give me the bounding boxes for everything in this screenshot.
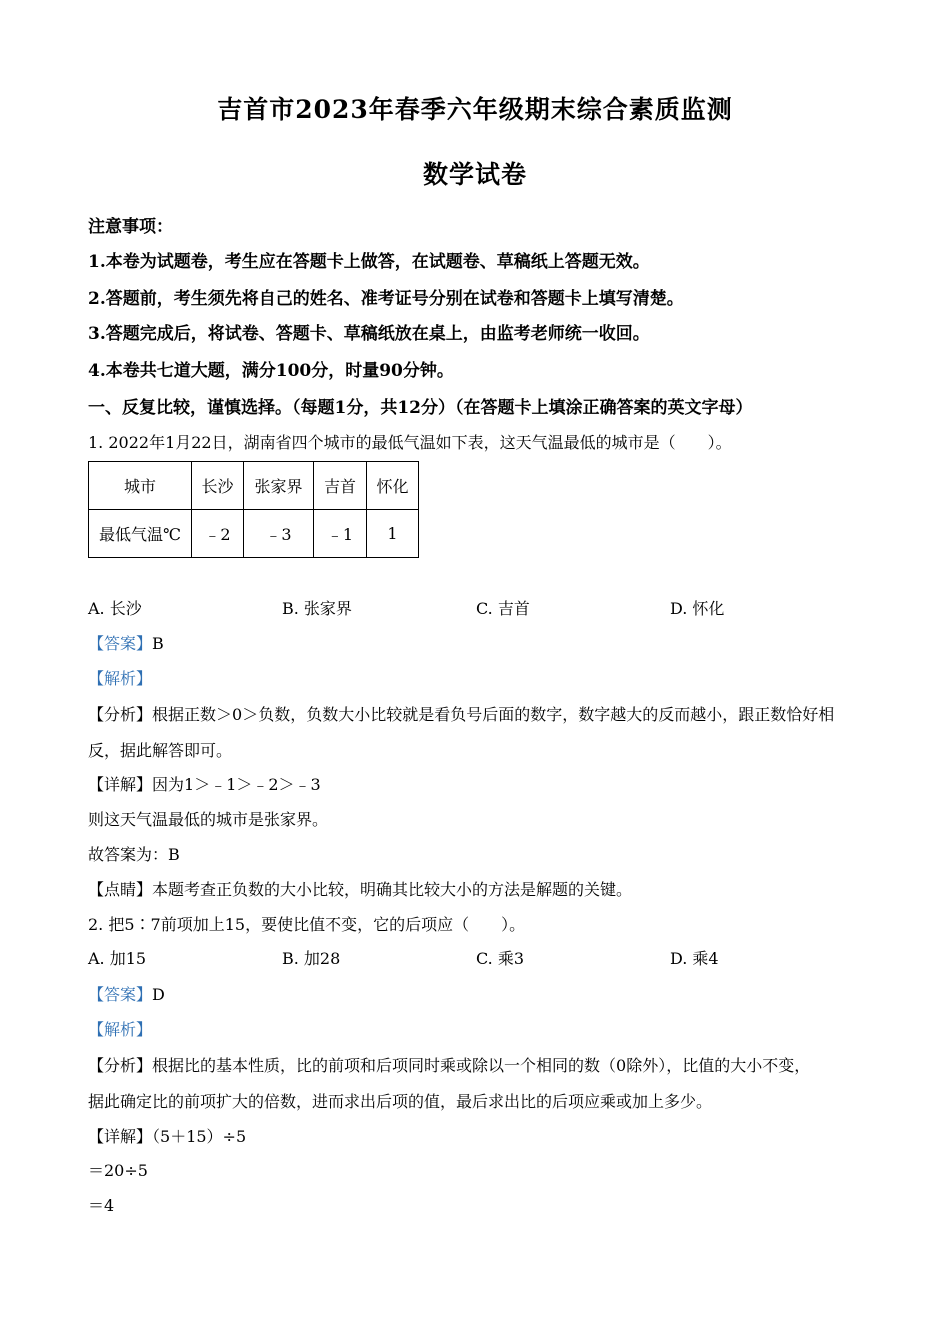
fenxi-text: 根据正数＞0＞负数，负数大小比较就是看负号后面的数字，数字越大的反而越小，跟正数恰好相 [152,705,835,724]
fenxi-text: 根据比的基本性质，比的前项和后项同时乘或除以一个相同的数（0除外），比值的大小不变， [152,1056,811,1075]
q2-step-2: ＝4 [88,1196,115,1215]
answer-value: B [152,634,164,653]
table-cell: 张家界 [244,462,314,510]
q1-option-a: A. 长沙 [88,599,142,618]
analysis-tag: 【解析】 [88,669,153,688]
q1-option-b: B. 张家界 [282,599,352,618]
q1-option-d: D. 怀化 [670,599,725,618]
q2-analysis-cont: 据此确定比的前项扩大的倍数，进而求出后项的值，最后求出比的后项应乘或加上多少。 [88,1092,713,1111]
table-cell: 最低气温℃ [89,510,192,558]
answer-value: D [152,985,165,1004]
notice-heading: 注意事项： [88,217,173,237]
q2-analysis-line [88,1053,878,1076]
table-cell: 城市 [89,462,192,510]
notice-item: 4.本卷共七道大题，满分100分，时量90分钟。 [88,361,454,381]
section-heading: 一、反复比较，谨慎选择。（每题1分，共12分）（在答题卡上填涂正确答案的英文字母） [88,398,753,418]
fenxi-tag: 【分析】 [88,1056,153,1075]
page-title: 吉首市2023年春季六年级期末综合素质监测 [217,95,733,124]
table-row [89,510,419,558]
notice-item: 2.答题前，考生须先将自己的姓名、准考证号分别在试卷和答题卡上填写清楚。 [88,289,684,309]
table-header-row [89,462,419,510]
q1-option-c: C. 吉首 [476,599,530,618]
q2-detail-line [88,1124,246,1147]
q1-detail-a: 则这天气温最低的城市是张家界。 [88,810,329,829]
q1-analysis-cont: 反，据此解答即可。 [88,741,233,760]
table-cell: 长沙 [192,462,244,510]
q1-detail-line [88,772,321,795]
q2-answer-line [88,982,165,1005]
temperature-table [88,461,419,558]
notice-item: 1.本卷为试题卷，考生应在答题卡上做答，在试题卷、草稿纸上答题无效。 [88,252,650,272]
q2-option-d: D. 乘4 [670,949,719,968]
q1-analysis-line [88,702,878,725]
q1-comment-line [88,877,632,900]
answer-tag: 【答案】 [88,985,153,1004]
analysis-tag: 【解析】 [88,1020,153,1039]
table-cell: ﹣2 [192,510,244,558]
q2-stem: 2. 把5∶7前项加上15，要使比值不变，它的后项应（ ）。 [88,915,526,934]
q2-step-1: ＝20÷5 [88,1161,148,1180]
q2-option-b: B. 加28 [282,949,341,968]
xiangjie-tag: 【详解】 [88,1127,153,1146]
dianjing-text: 本题考查正负数的大小比较，明确其比较大小的方法是解题的关键。 [152,880,633,899]
q2-option-c: C. 乘3 [476,949,525,968]
q2-option-a: A. 加15 [88,949,147,968]
page-subtitle: 数学试卷 [422,160,527,189]
xiangjie-text: （5＋15）÷5 [152,1127,247,1146]
table-cell: ﹣3 [244,510,314,558]
table-cell: 怀化 [367,462,419,510]
xiangjie-text: 因为1＞﹣1＞﹣2＞﹣3 [152,775,321,794]
xiangjie-tag: 【详解】 [88,775,153,794]
q1-answer-line [88,631,164,654]
dianjing-tag: 【点睛】 [88,880,153,899]
table-cell: ﹣1 [314,510,367,558]
q1-stem: 1. 2022年1月22日，湖南省四个城市的最低气温如下表，这天气温最低的城市是（ ）。 [88,433,732,452]
answer-tag: 【答案】 [88,634,153,653]
fenxi-tag: 【分析】 [88,705,153,724]
table-cell: 1 [367,510,419,558]
q1-detail-b: 故答案为：B [88,845,180,864]
table-cell: 吉首 [314,462,367,510]
notice-item: 3.答题完成后，将试卷、答题卡、草稿纸放在桌上，由监考老师统一收回。 [88,324,650,344]
